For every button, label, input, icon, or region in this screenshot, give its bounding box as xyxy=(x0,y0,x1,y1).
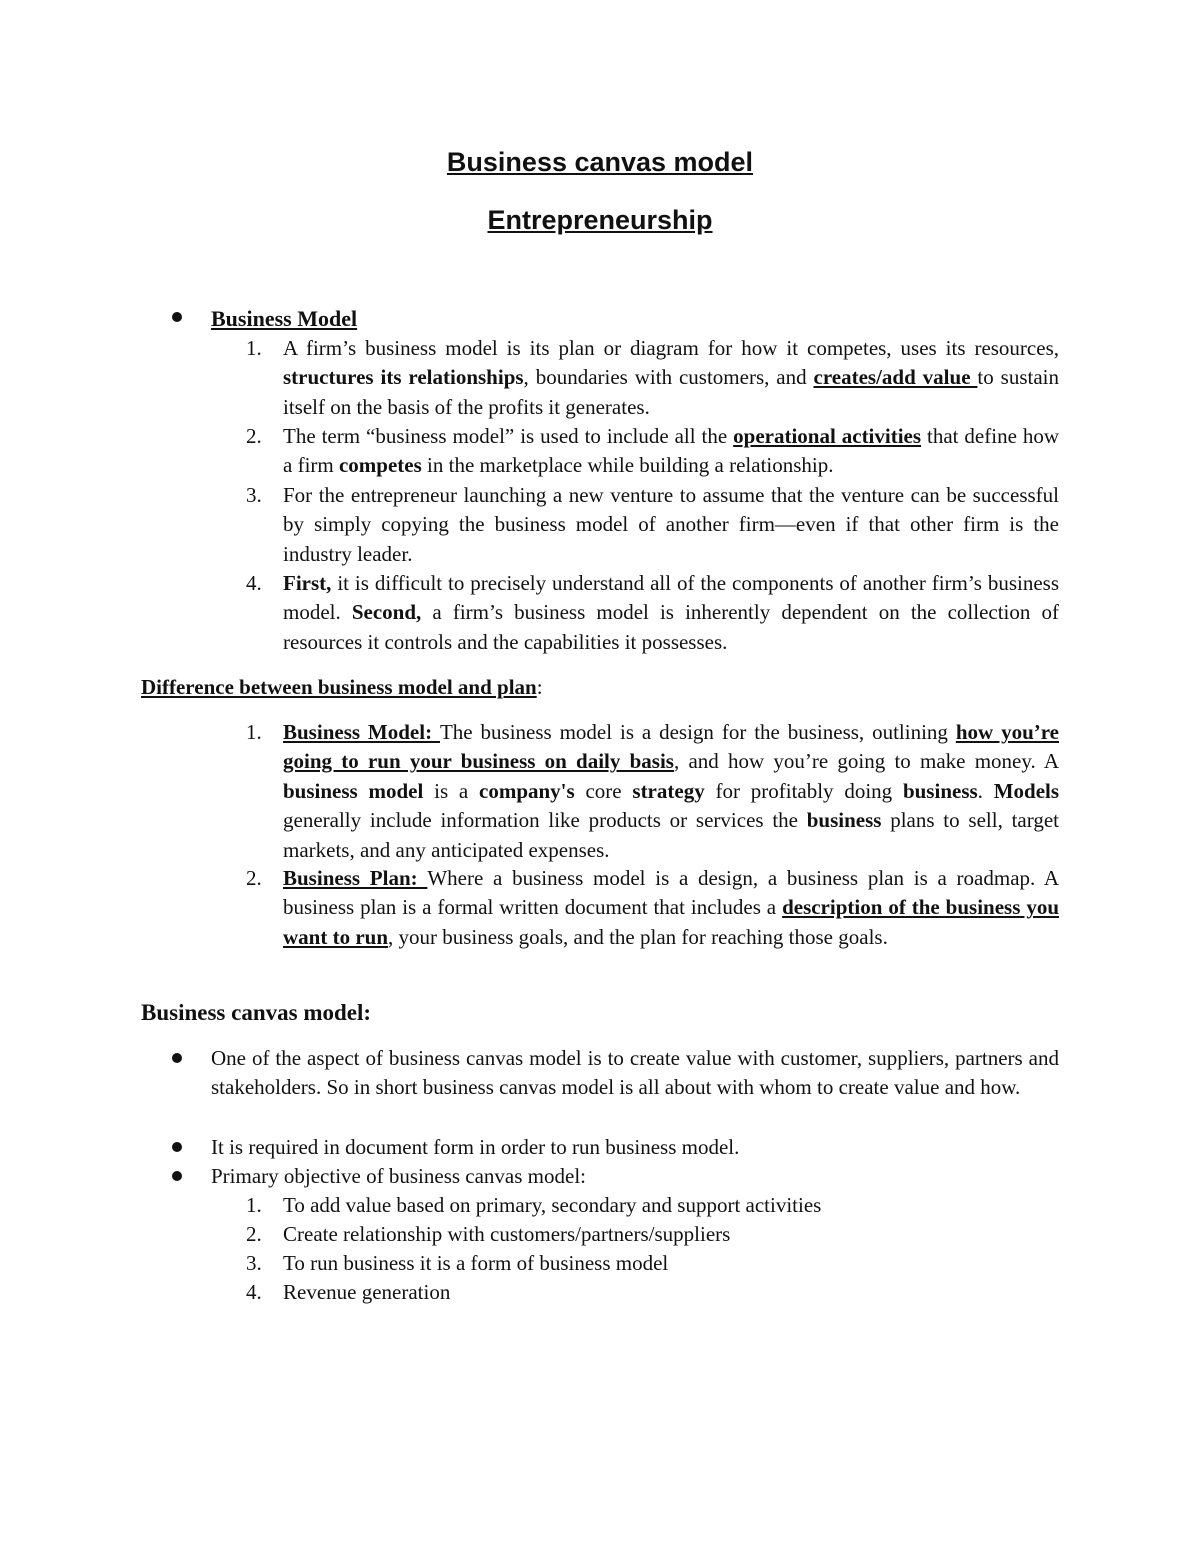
list-number: 2. xyxy=(246,1222,262,1246)
section-heading-canvas: Business canvas model: xyxy=(141,1000,372,1025)
list-number: 4. xyxy=(246,571,262,595)
list-item: Business Plan: Where a business model is a design, a business plan is a roadmap. A business plan is a formal written document that includes a description of the business you want to run, your business goals, and the plan for reaching those goals. xyxy=(283,866,1060,949)
bullet-icon xyxy=(172,1053,182,1063)
list-number: 1. xyxy=(246,720,262,744)
list-item: Business Model: The business model is a design for the business, outlining how you’re going to run your business on daily basis, and how you’re going to make money. A business model is a company's core strategy for profitably doing business. Models generally include information like products or services the business plans to sell, target markets, and any anticipated expenses. xyxy=(283,720,1060,862)
list-number: 3. xyxy=(246,1251,262,1275)
document-subtitle: Entrepreneurship xyxy=(487,205,713,235)
bullet-item: One of the aspect of business canvas model is to create value with customer, suppliers, partners and stakeholders. So in short business canvas model is all about with whom to create value and how. xyxy=(211,1046,1059,1100)
objective-item: To add value based on primary, secondary and support activities xyxy=(283,1193,822,1217)
document-title: Business canvas model xyxy=(446,147,754,177)
list-number: 2. xyxy=(246,424,262,448)
bullet-icon xyxy=(172,312,182,322)
objective-item: Revenue generation xyxy=(283,1280,451,1304)
bullet-item: It is required in document form in order to run business model. xyxy=(211,1135,740,1159)
bullet-icon xyxy=(172,1171,182,1181)
section-heading-difference: Difference between business model and plan: xyxy=(141,675,543,699)
list-item: For the entrepreneur launching a new venture to assume that the venture can be successful by simply copying the business model of another firm—even if that other firm is the industry leader. xyxy=(283,483,1059,566)
objective-item: To run business it is a form of business model xyxy=(283,1251,669,1275)
list-item: A firm’s business model is its plan or diagram for how it competes, uses its resources, structures its relationships, boundaries with customers, and creates/add value to sustain itself on the basis of the profits it generates. xyxy=(283,336,1059,419)
list-number: 4. xyxy=(246,1280,262,1304)
section-heading-business-model: Business Model xyxy=(211,306,358,331)
bullet-item: Primary objective of business canvas model: xyxy=(211,1164,586,1188)
list-number: 1. xyxy=(246,1193,262,1217)
list-number: 1. xyxy=(246,336,262,360)
list-item: First, it is difficult to precisely understand all of the components of another firm’s business model. Second, a firm’s business model is inherently dependent on the collection of resources it controls and the capabilities it possesses. xyxy=(283,571,1059,654)
bullet-icon xyxy=(172,1142,182,1152)
list-number: 3. xyxy=(246,483,262,507)
objective-item: Create relationship with customers/partners/suppliers xyxy=(283,1222,731,1246)
list-number: 2. xyxy=(246,866,262,890)
list-item: The term “business model” is used to include all the operational activities that define how a firm competes in the marketplace while building a relationship. xyxy=(283,424,1060,478)
